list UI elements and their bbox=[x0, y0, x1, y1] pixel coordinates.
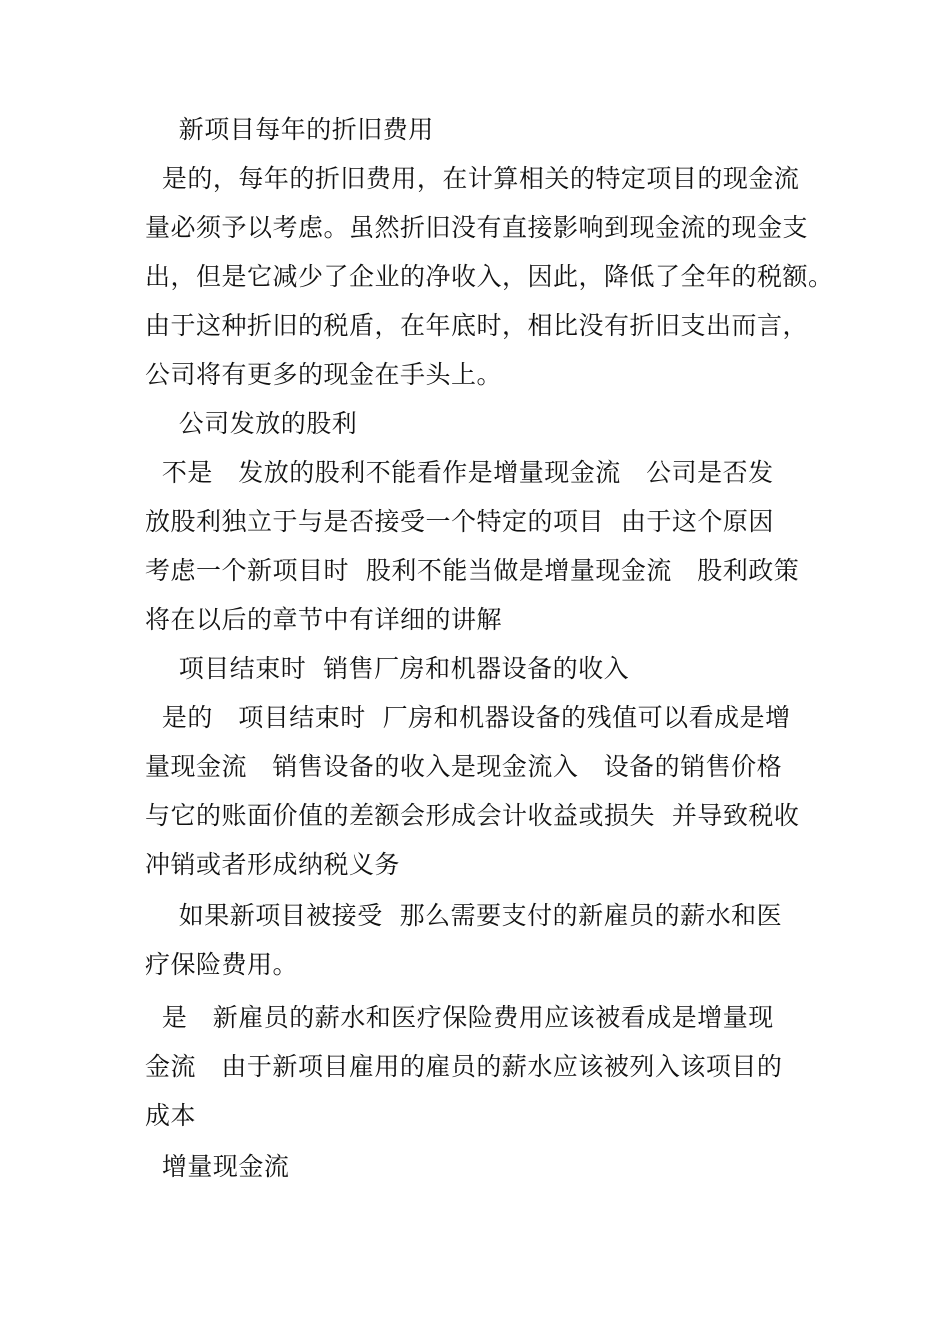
paragraph-line: 是的 项目结束时 厂房和机器设备的残值可以看成是增 bbox=[145, 703, 791, 732]
paragraph-line: 量必须予以考虑。虽然折旧没有直接影响到现金流的现金支 bbox=[145, 213, 809, 242]
paragraph-line: 公司将有更多的现金在手头上。 bbox=[145, 360, 503, 389]
heading-depreciation: 新项目每年的折旧费用 bbox=[145, 115, 434, 144]
paragraph-line: 冲销或者形成纳税义务 bbox=[145, 850, 401, 879]
paragraph-line: 疗保险费用。 bbox=[145, 950, 299, 979]
paragraph-line: 放股利独立于与是否接受一个特定的项目 由于这个原因 bbox=[145, 507, 774, 536]
paragraph-line: 是的，每年的折旧费用，在计算相关的特定项目的现金流 bbox=[145, 164, 800, 193]
heading-salvage: 项目结束时 销售厂房和机器设备的收入 bbox=[145, 654, 630, 683]
paragraph-line: 不是 发放的股利不能看作是增量现金流 公司是否发 bbox=[145, 458, 774, 487]
heading-incremental-cash-flow: 增量现金流 bbox=[145, 1152, 290, 1181]
paragraph-line: 将在以后的章节中有详细的讲解 bbox=[145, 605, 503, 634]
heading-dividends: 公司发放的股利 bbox=[145, 409, 358, 438]
paragraph-line: 量现金流 销售设备的收入是现金流入 设备的销售价格 bbox=[145, 752, 783, 781]
paragraph-line: 考虑一个新项目时 股利不能当做是增量现金流 股利政策 bbox=[145, 556, 800, 585]
heading-new-employees: 如果新项目被接受 那么需要支付的新雇员的薪水和医 bbox=[145, 901, 783, 930]
paragraph-line: 成本 bbox=[145, 1101, 197, 1130]
paragraph-line: 是 新雇员的薪水和医疗保险费用应该被看成是增量现 bbox=[145, 1003, 774, 1032]
paragraph-line: 与它的账面价值的差额会形成会计收益或损失 并导致税收 bbox=[145, 801, 800, 830]
paragraph-line: 出，但是它减少了企业的净收入，因此，降低了全年的税额。 bbox=[145, 262, 834, 291]
paragraph-line: 由于这种折旧的税盾，在年底时，相比没有折旧支出而言， bbox=[145, 311, 809, 340]
paragraph-line: 金流 由于新项目雇用的雇员的薪水应该被列入该项目的 bbox=[145, 1052, 783, 1081]
